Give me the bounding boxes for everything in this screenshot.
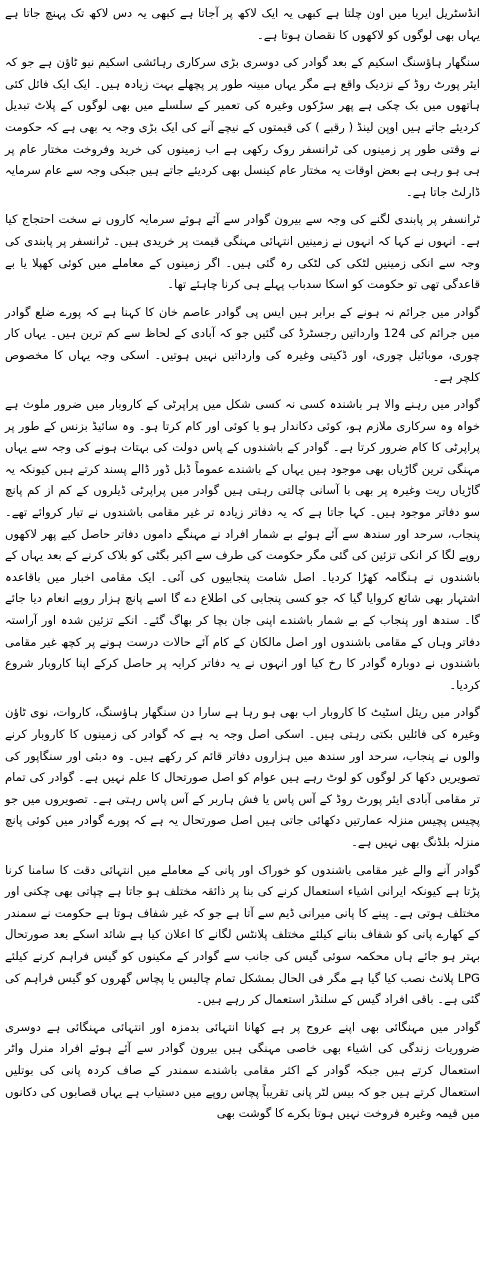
paragraph-industrial-area: انڈسٹریل ایریا میں اون چلتا ہے کبھی یہ ایک لاکھ پر آجاتا ہے کبھی یہ دس لاکھ تک پہنچ جاتا ہے یہاں بھی لوگوں کو لاکھوں کا نقصان ہوتا ہے۔ [5, 6, 480, 42]
paragraph-real-estate-offices: گوادر میں ریئل اسٹیٹ کا کاروبار اب بھی ہو رہا ہے سارا دن سنگھار ہاؤسنگ، کاروات، نوی ٹاؤن وغیرہ کی فائلیں بکتی رہتی ہیں۔ اسکی اصل وجہ یہ ہے کہ گوادر کی زمینوں کا کاروبار کرنے والوں نے پنجاب، سرحد اور سندھ میں ہزاروں دفاتر قائم کر رکھے ہیں۔ وہ دبئی اور سنگاپور کی تصویریں دکھا کر لوگوں کو لوٹ رہے ہیں عوام کو اصل صورتحال کا علم نہیں ہے۔ گوادر کی تمام تر مقامی آبادی ایئر پورٹ روڈ کے آس پاس یا فش ہاربر کے آس پاس رہتی ہے۔ تصویروں میں جو پچیس پچیس منزلہ عمارتیں دکھائی جاتی ہیں اصل صورتحال یہ ہے کہ پورے گوادر میں کوئی پانچ منزلہ بلڈنگ بھی نہیں ہے۔ [5, 705, 480, 849]
paragraph-food-water-gas: گوادر آنے والے غیر مقامی باشندوں کو خوراک اور پانی کے معاملے میں انتہائی دقت کا سامنا کرنا پڑتا ہے کیونکہ ایرانی اشیاء استعمال کرنے کی بنا پر ذائقہ مختلف ہو جاتا ہے چپاتی بھی چکنی اور مختلف ہوتی ہے۔ پینے کا پانی میرانی ڈیم سے آتا ہے جو کہ غیر شفاف ہوتا ہے حکومت نے سمندر کے کھارے پانی کو شفاف بنانے کیلئے مختلف پلانٹس لگانے کا اعلان کیا ہے شائد اسکے بعد صورتحال بہتر ہو جائے ہاں محکمہ سوئی گیس کی جانب سے گوادر کے مکینوں کو گیس فراہم کرنے کیلئے LPG پلانٹ نصب کیا گیا ہے مگر فی الحال بمشکل تمام چالیس یا پچاس گھروں کو گیس فراہم کی گئی ہے۔ باقی افراد گیس کے سلنڈر استعمال کر رہے ہیں۔ [5, 862, 480, 1007]
paragraph-inflation: گوادر میں مہنگائی بھی اپنے عروج پر ہے کھانا انتہائی بدمزہ اور انتہائی مہنگائی ہے دوسری ضروریات زندگی کی اشیاء بھی خاصی مہنگی ہیں بیرون گوادر سے آئے ہوئے افراد منرل واٹر استعمال کرتے ہیں جبکہ گوادر کے اکثر مقامی باشندے سمندر کے صاف کردہ پانی کی بوتلیں استعمال کرتے ہیں جو کہ بیس لٹر پانی تقریباً پچاس روپے میں دستیاب ہے یہاں قصابوں کی دکانوں میں قیمہ وغیرہ فروخت نہیں ہوتا بکرے کا گوشت بھی [5, 1019, 480, 1121]
paragraph-new-town-scheme: سنگھار ہاؤسنگ اسکیم کے بعد گوادر کی دوسری بڑی سرکاری رہائشی اسکیم نیو ٹاؤن ہے جو کہ ایئر پورٹ روڈ کے نزدیک واقع ہے مگر یہاں مبینہ طور پر پچھلے بہت زیادہ ہیں۔ ایک ایک فائل کئی ہاتھوں میں بک چکی ہے پھر سڑکوں وغیرہ کی تعمیر کے سلسلے میں بھی لوگوں کے پلاٹ تبدیل کردیئے جاتے ہیں اوپن لینڈ ( رقبے ) کی قیمتوں کے نیچے آنے کی ایک بڑی وجہ یہ بھی ہے کہ حکومت نے وقتی طور پر زمینوں کی ٹرانسفر روک رکھی ہے اب زمینوں کی خرید وفروخت مختار عام پر ہی ہو رہی ہے بعض اوقات یہ مختار عام کینسل بھی کردیئے جاتے ہیں جبکی وجہ سے عام سرمایہ ڈارلٹ جاتا ہے۔ [5, 55, 480, 199]
paragraph-crime: گوادر میں جرائم نہ ہونے کے برابر ہیں ایس پی گوادر عاصم خان کا کہنا ہے کہ پورے ضلع گوادر میں جرائم کی 124 وارداتیں رجسٹرڈ کی گئیں جو کہ آبادی کے لحاظ سے کم ترین ہیں۔ یہاں کار چوری، موبائیل چوری، اور ڈکیتی وغیرہ کی وارداتیں نہیں ہوتیں۔ اسکی وجہ یہاں کا مخصوص کلچر ہے۔ [5, 304, 480, 384]
paragraph-transfer-ban: ٹرانسفر پر پابندی لگنے کی وجہ سے بیرون گوادر سے آئے ہوئے سرمایہ کاروں نے سخت احتجاج کیا ہے۔ انہوں نے کہا کہ انہوں نے زمینیں انتہائی مہنگی قیمت پر خریدی ہیں۔ ٹرانسفر پر پابندی کی وجہ سے انکی زمینیں لٹکی کی لٹکی رہ گئی ہیں۔ اگر زمینوں کے معاملے میں کوئی کھپلا یا بے قاعدگی تھی تو حکومت کو اسکا سدباب پہلے ہی کرنا چاہئے تھا۔ [5, 212, 480, 292]
paragraph-property-business: گوادر میں رہنے والا ہر باشندہ کسی نہ کسی شکل میں پراپرٹی کے کاروبار میں ضرور ملوث ہے خواہ وہ سرکاری ملازم ہو، کوئی دکاندار ہو یا کوئی اور کام کرتا ہو۔ وہ سائیڈ بزنس کے طور پر پراپرٹی کا کام ضرور کرتا ہے۔ گوادر کے باشندوں کے پاس دولت کی بہتات ہونے کی وجہ سے یہاں مہنگی ترین گاڑیاں بھی موجود ہیں یہاں کے باشندے عموماً ڈبل ڈور ڈالے پسند کرتے ہیں کیونکہ یہ گاڑیاں ریت وغیرہ پر بھی با آسانی چالتی رہتی ہیں گوادر میں پراپرٹی ڈیلروں کے کم از کم پانچ سو دفاتر موجود ہیں۔ کہا جاتا ہے کہ یہ دفاتر زیادہ تر غیر مقامی باشندوں نے تیار کروائے تھے۔ پنجاب، سرحد اور سندھ سے آئے ہوئے بے شمار افراد نے مہنگے داموں دفاتر حاصل کیے پھر لاکھوں روپے لگا کر انکی تزئین کی گئی مگر حکومت کی طرف سے اکبر بگٹی کو بلاک کرنے کے بعد یہاں کے باشندوں نے ہنگامہ کھڑا کردیا۔ اصل شامت پنجابیوں کی آئی۔ ایک مقامی اخبار میں باقاعدہ اشتہار بھی شائع کروایا گیا کہ جو کسی پنجابی کی اطلاع دے گا اسے پانچ ہزار روپے انعام دیا جائے گا۔ سندھ اور پنجاب کے بے شمار باشندے اپنی جان بچا کر بھاگ گئے۔ انکے تزئین شدہ اور آراستہ دفاتر وہاں کے مقامی باشندوں اور اصل مالکان کے کام آئے حالات درست ہونے پر کچھ غیر مقامی باشندوں نے دوبارہ گوادر کا رخ کیا اور انہوں نے یہ دفاتر کرایہ پر حاصل کرکے اپنا کاروبار شروع کردیا۔ [5, 397, 480, 692]
